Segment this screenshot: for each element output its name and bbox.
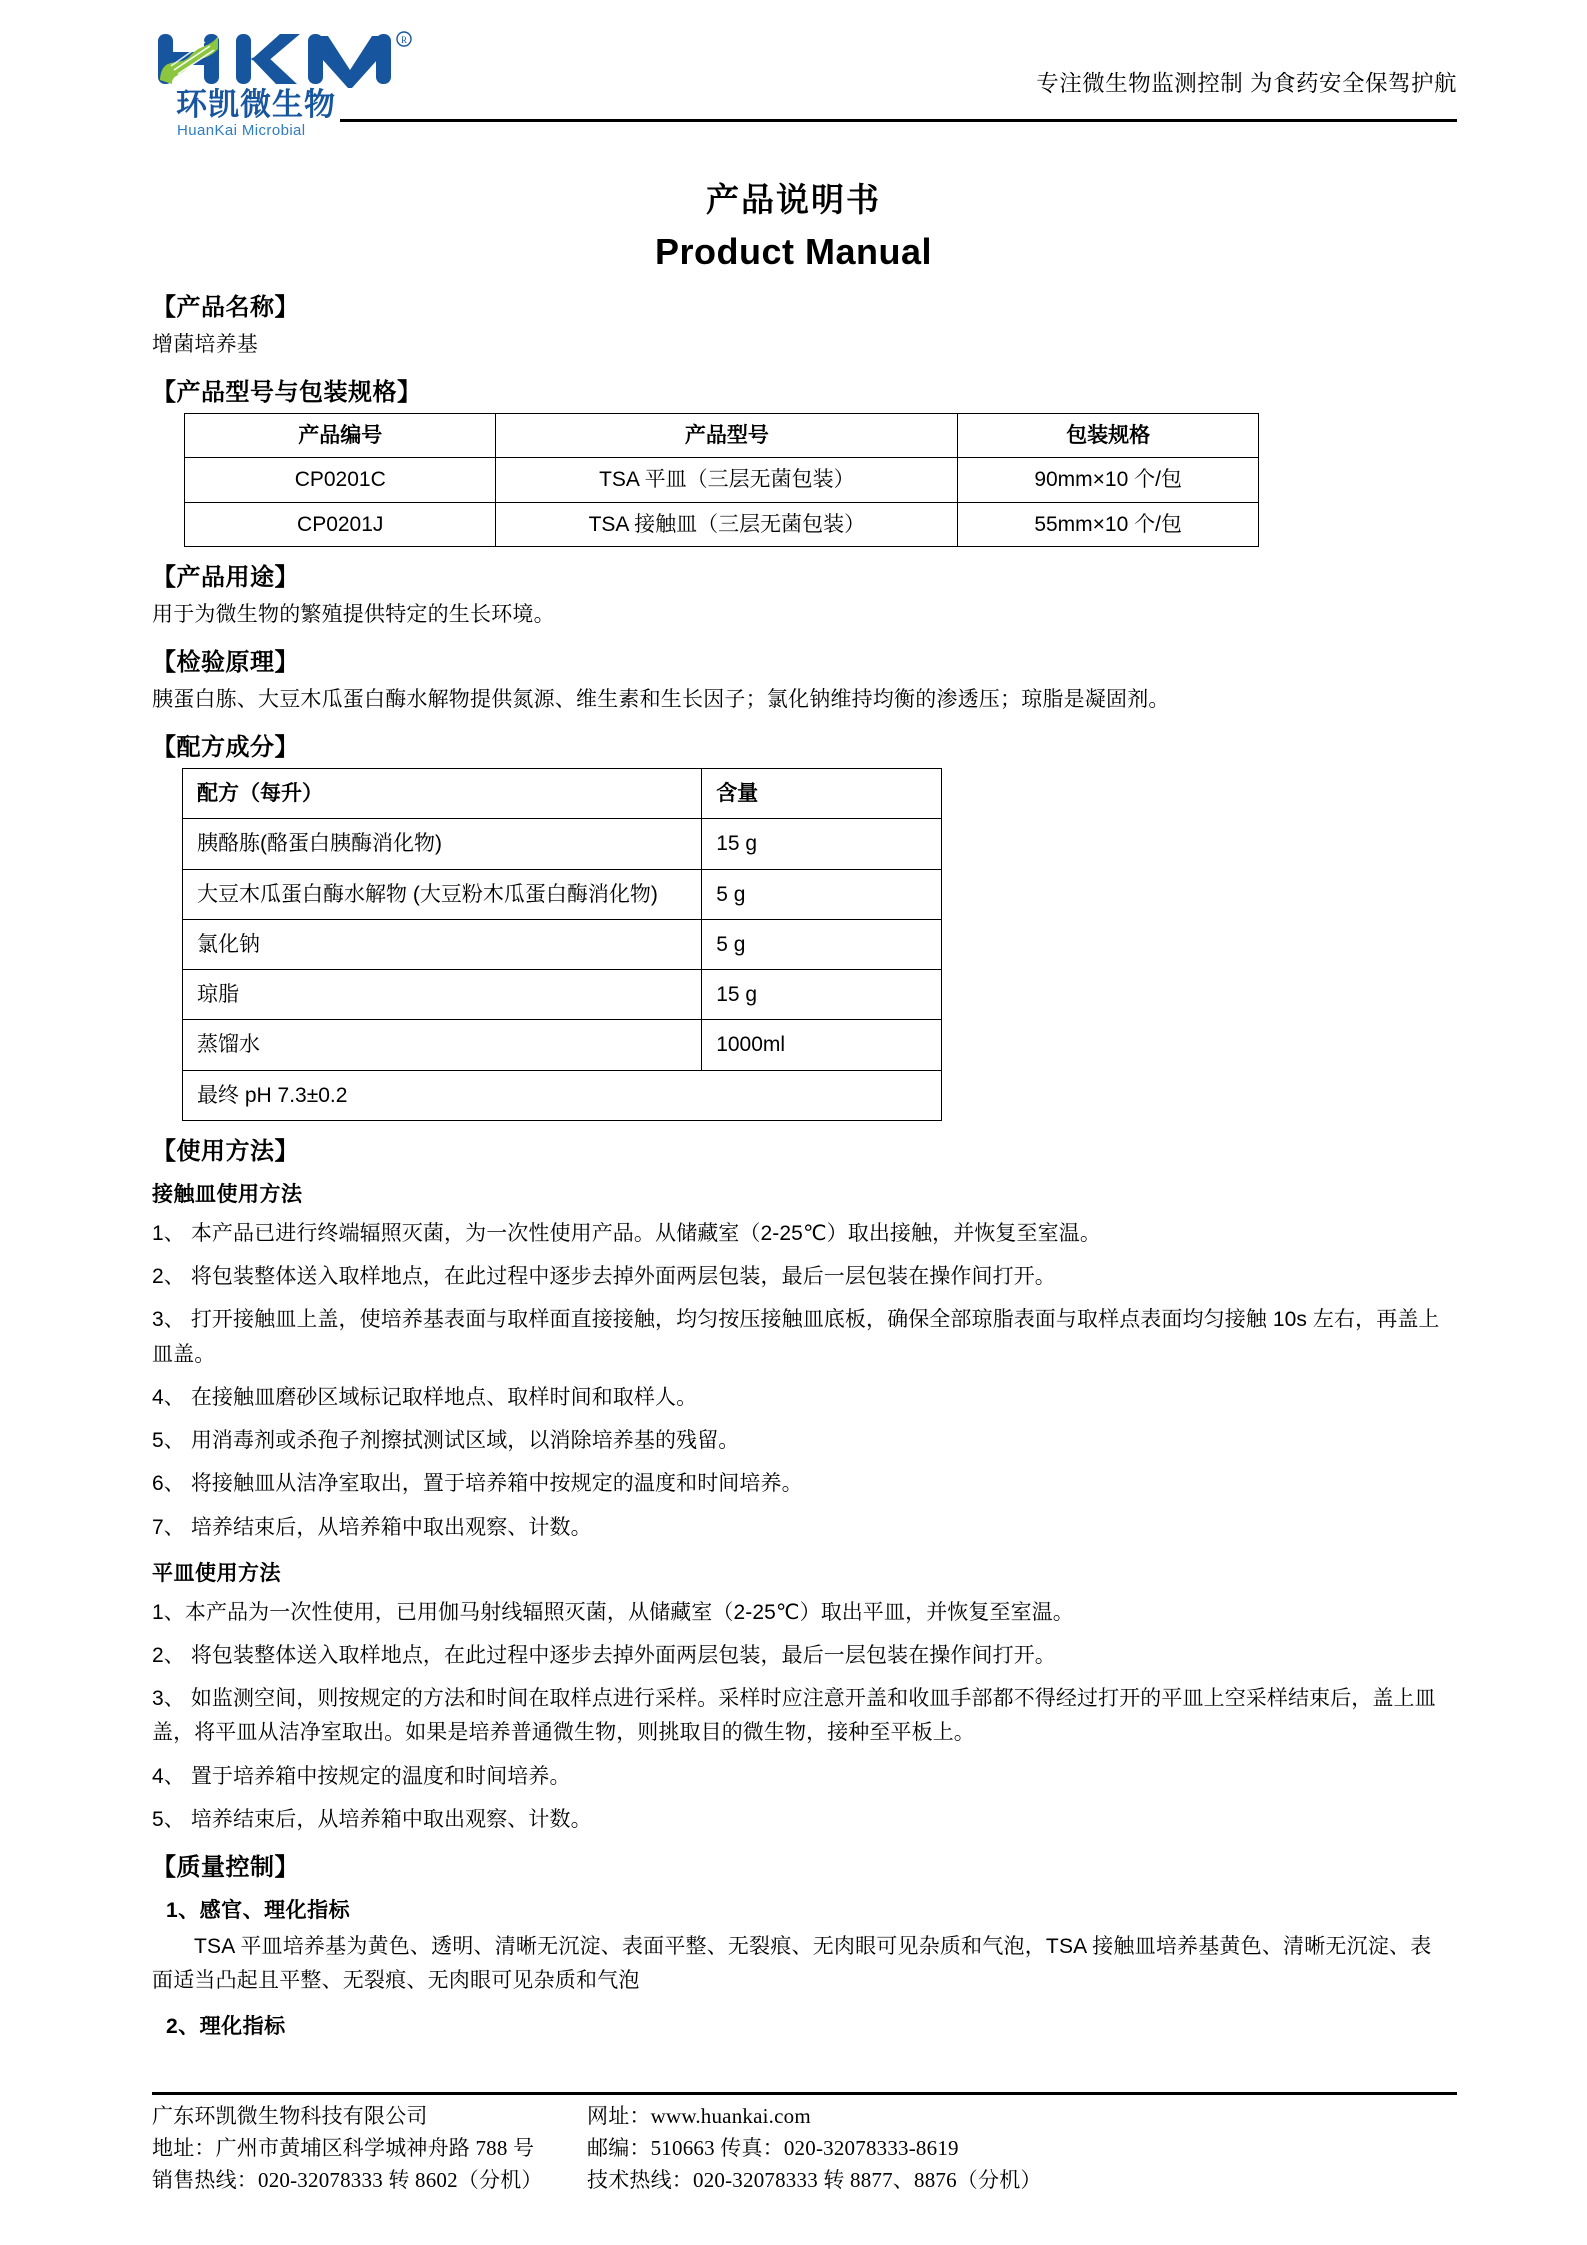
section-heading-principle: 【检验原理】 bbox=[152, 648, 299, 676]
spec-cell-model: TSA 平皿（三层无菌包装） bbox=[496, 458, 958, 502]
formula-cell-name: 大豆木瓜蛋白酶水解物 (大豆粉木瓜蛋白酶消化物) bbox=[183, 869, 702, 919]
spec-col-model: 产品型号 bbox=[496, 414, 958, 458]
formula-table bbox=[182, 768, 942, 1121]
contact-plate-step: 5、 用消毒剂或杀孢子剂擦拭测试区域，以消除培养基的残留。 bbox=[152, 1429, 740, 1453]
principle-text: 胰蛋白胨、大豆木瓜蛋白酶水解物提供氮源、维生素和生长因子；氯化钠维持均衡的渗透压；琼脂是凝固剂。 bbox=[152, 687, 1170, 711]
footer-website[interactable]: 网址：www.huankai.com bbox=[587, 2104, 811, 2129]
formula-cell-ph: 最终 pH 7.3±0.2 bbox=[183, 1070, 942, 1120]
page-footer bbox=[152, 2092, 1457, 2197]
formula-col-name: 配方（每升） bbox=[183, 768, 702, 818]
footer-column-left bbox=[152, 2101, 587, 2197]
company-logo bbox=[152, 30, 442, 142]
formula-cell-name: 氯化钠 bbox=[183, 919, 702, 969]
contact-plate-step: 2、 将包装整体送入取样地点，在此过程中逐步去掉外面两层包装，最后一层包装在操作间打开。 bbox=[152, 1265, 1056, 1289]
formula-cell-amount: 5 g bbox=[702, 919, 942, 969]
flat-plate-step: 5、 培养结束后，从培养箱中取出观察、计数。 bbox=[152, 1807, 592, 1831]
contact-plate-step: 1、 本产品已进行终端辐照灭菌，为一次性使用产品。从储藏室（2-25℃）取出接触，并恢复至室温。 bbox=[152, 1222, 1101, 1246]
table-row bbox=[183, 919, 942, 969]
footer-company-name: 广东环凯微生物科技有限公司 bbox=[152, 2104, 428, 2129]
spec-cell-model: TSA 接触皿（三层无菌包装） bbox=[496, 502, 958, 546]
table-row-ph bbox=[183, 1070, 942, 1120]
contact-plate-step: 4、 在接触皿磨砂区域标记取样地点、取样时间和取样人。 bbox=[152, 1385, 698, 1409]
flat-plate-step: 3、 如监测空间，则按规定的方法和时间在取样点进行采样。采样时应注意开盖和收皿手部都不得经过打开的平皿上空采样结束后，盖上皿盖，将平皿从洁净室取出。如果是培养普通微生物，则挑取目的微生物，接种至平板上。 bbox=[152, 1687, 1436, 1745]
section-heading-spec: 【产品型号与包装规格】 bbox=[152, 379, 422, 407]
header-tagline: 专注微生物监测控制 为食药安全保驾护航 bbox=[1036, 71, 1457, 96]
qc-item2-heading: 2、理化指标 bbox=[166, 2015, 286, 2039]
table-row bbox=[183, 1020, 942, 1070]
qc-item1-text: TSA 平皿培养基为黄色、透明、清晰无沉淀、表面平整、无裂痕、无肉眼可见杂质和气泡，TSA 接触皿培养基黄色、清晰无沉淀、表面适当凸起且平整、无裂痕、无肉眼可见杂质和气泡 bbox=[152, 1935, 1432, 1993]
logo-company-name-en: HuanKai Microbial bbox=[177, 122, 306, 139]
formula-cell-amount: 5 g bbox=[702, 869, 942, 919]
footer-postcode-fax: 邮编：510663 传真：020-32078333-8619 bbox=[587, 2136, 959, 2161]
page-title-en: Product Manual bbox=[654, 231, 933, 272]
formula-cell-name: 胰酪胨(酪蛋白胰酶消化物) bbox=[183, 819, 702, 869]
contact-plate-step: 7、 培养结束后，从培养箱中取出观察、计数。 bbox=[152, 1515, 592, 1539]
contact-plate-step: 3、 打开接触皿上盖，使培养基表面与取样面直接接触，均匀按压接触皿底板，确保全部琼脂表面与取样点表面均匀接触 10s 左右，再盖上皿盖。 bbox=[152, 1308, 1440, 1366]
hkm-logo-icon bbox=[152, 30, 427, 88]
spec-cell-pack: 90mm×10 个/包 bbox=[958, 458, 1259, 502]
spec-cell-code: CP0201C bbox=[185, 458, 496, 502]
footer-column-right bbox=[587, 2101, 1457, 2197]
section-heading-purpose: 【产品用途】 bbox=[152, 563, 299, 591]
footer-divider bbox=[152, 2092, 1457, 2095]
document-content bbox=[0, 287, 1587, 2040]
purpose-text: 用于为微生物的繁殖提供特定的生长环境。 bbox=[152, 602, 555, 626]
spec-table bbox=[184, 413, 1259, 547]
page-header bbox=[0, 0, 1587, 146]
spec-cell-code: CP0201J bbox=[185, 502, 496, 546]
subheading-flat-plate: 平皿使用方法 bbox=[152, 1561, 281, 1585]
header-divider bbox=[340, 119, 1457, 122]
table-row bbox=[183, 819, 942, 869]
flat-plate-step: 1、本产品为一次性使用，已用伽马射线辐照灭菌，从储藏室（2-25℃）取出平皿，并恢复至室温。 bbox=[152, 1600, 1074, 1624]
table-row bbox=[183, 869, 942, 919]
formula-cell-amount: 1000ml bbox=[702, 1020, 942, 1070]
product-name-value: 增菌培养基 bbox=[152, 333, 258, 356]
page-title-cn: 产品说明书 bbox=[706, 181, 881, 218]
spec-col-code: 产品编号 bbox=[185, 414, 496, 458]
section-heading-formula: 【配方成分】 bbox=[152, 733, 299, 761]
formula-cell-amount: 15 g bbox=[702, 819, 942, 869]
table-row bbox=[185, 458, 1259, 502]
subheading-contact-plate: 接触皿使用方法 bbox=[152, 1183, 303, 1207]
section-heading-quality-control: 【质量控制】 bbox=[152, 1854, 299, 1882]
table-row bbox=[185, 502, 1259, 546]
qc-item1-heading: 1、感官、理化指标 bbox=[166, 1899, 351, 1923]
spec-col-pack: 包装规格 bbox=[958, 414, 1259, 458]
section-heading-methods: 【使用方法】 bbox=[152, 1138, 299, 1166]
spec-cell-pack: 55mm×10 个/包 bbox=[958, 502, 1259, 546]
footer-tech-hotline: 技术热线：020-32078333 转 8877、8876（分机） bbox=[587, 2168, 1042, 2193]
flat-plate-step: 2、 将包装整体送入取样地点，在此过程中逐步去掉外面两层包装，最后一层包装在操作间打开。 bbox=[152, 1643, 1056, 1667]
footer-sales-hotline: 销售热线：020-32078333 转 8602（分机） bbox=[152, 2168, 543, 2193]
table-header-row bbox=[183, 768, 942, 818]
contact-plate-step: 6、 将接触皿从洁净室取出，置于培养箱中按规定的温度和时间培养。 bbox=[152, 1472, 803, 1496]
footer-address: 地址：广州市黄埔区科学城神舟路 788 号 bbox=[152, 2136, 535, 2161]
logo-company-name-cn: 环凯微生物 bbox=[176, 87, 336, 122]
table-row bbox=[183, 970, 942, 1020]
table-header-row bbox=[185, 414, 1259, 458]
formula-col-amount: 含量 bbox=[702, 768, 942, 818]
formula-cell-amount: 15 g bbox=[702, 970, 942, 1020]
formula-cell-name: 琼脂 bbox=[183, 970, 702, 1020]
flat-plate-step: 4、 置于培养箱中按规定的温度和时间培养。 bbox=[152, 1764, 571, 1788]
section-heading-product-name: 【产品名称】 bbox=[152, 294, 299, 321]
svg-text:R: R bbox=[400, 35, 408, 45]
formula-cell-name: 蒸馏水 bbox=[183, 1020, 702, 1070]
